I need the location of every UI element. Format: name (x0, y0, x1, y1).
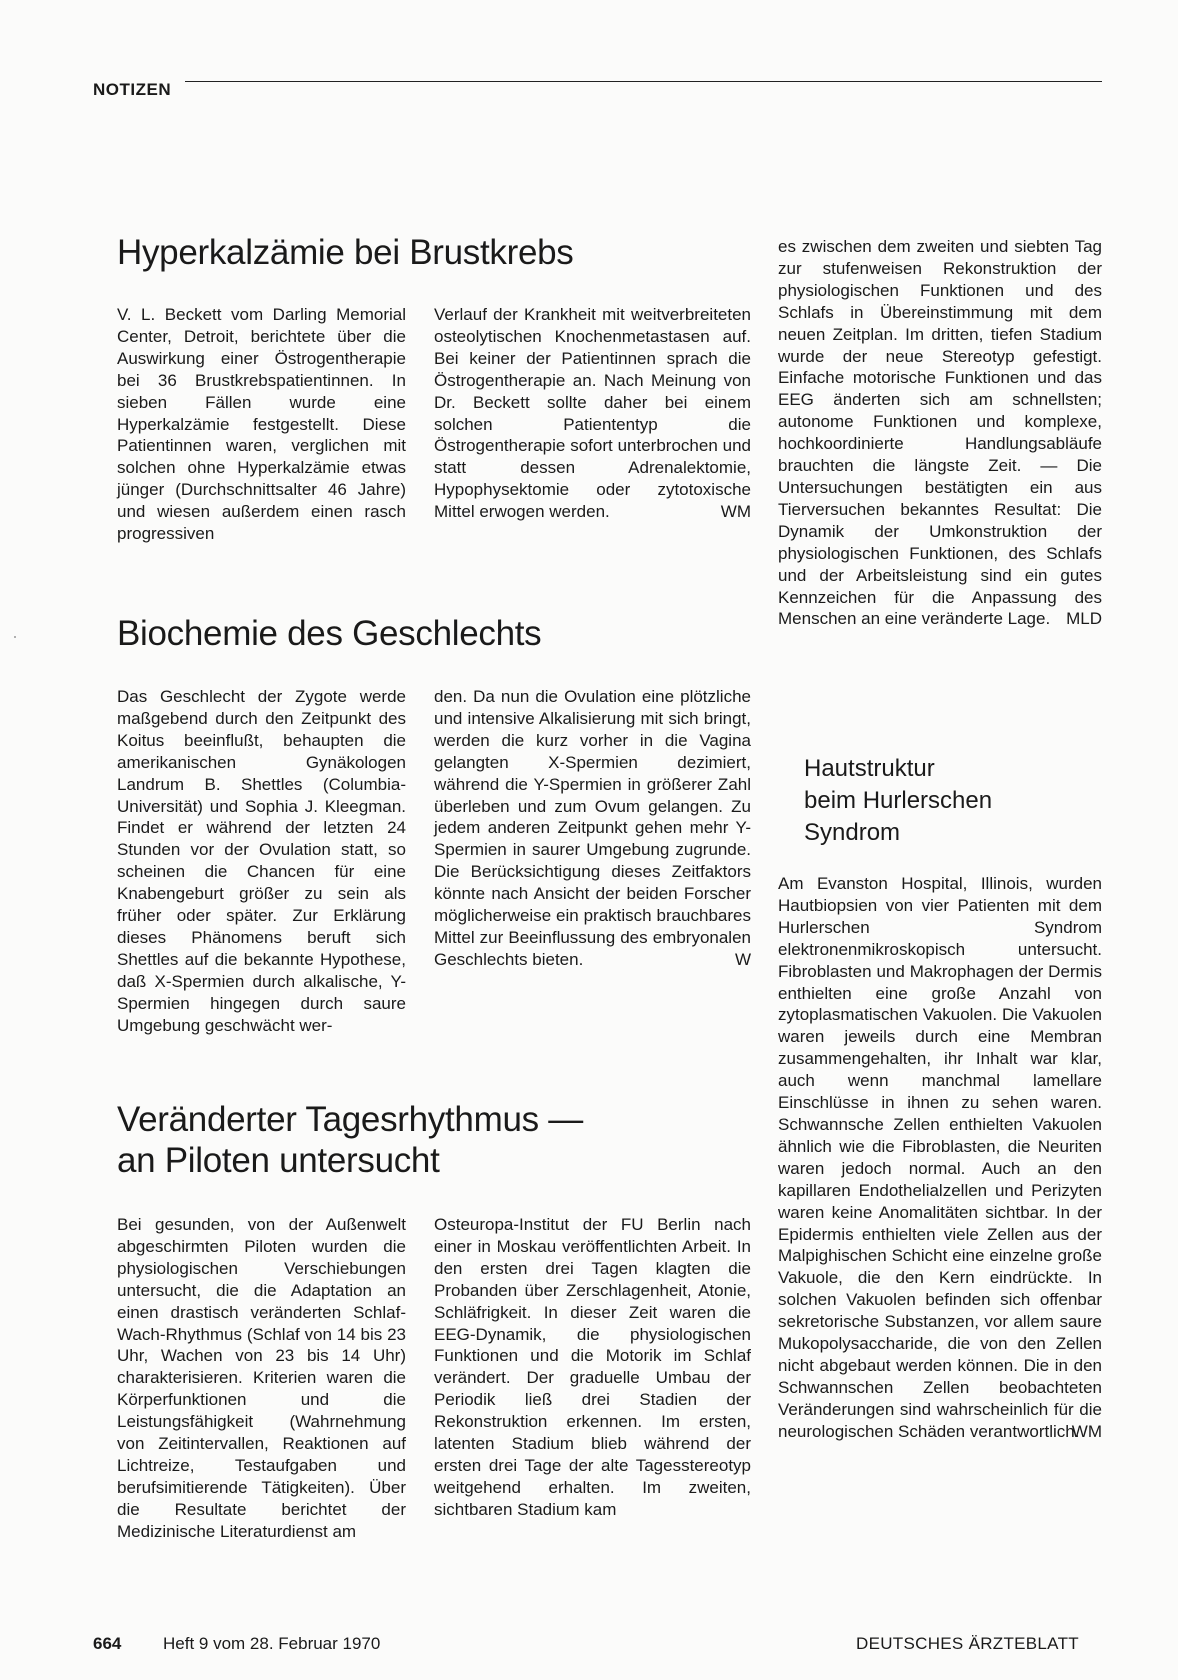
section-label: NOTIZEN (93, 80, 172, 99)
article-title-biochemie: Biochemie des Geschlechts (117, 614, 542, 653)
article-2-column-2 (434, 686, 751, 971)
article-1-signature: WM (720, 502, 751, 522)
article-3-text-2: Osteuropa-Institut der FU Berlin nach einer in Moskau veröffentlichten Arbeit. In den ersten drei Tagen klagten die Probanden über Zerschlagenheit, Atonie, Schläfrigkeit. In dieser Zeit waren die EEG-Dynamik, die physiologischen Funktionen und die Motorik im Schlaf verändert. Der graduelle Umbau der Periodik ließ drei Stadien der Rekonstruktion erkennen. Im ersten, latenten Stadium blieb während der ersten drei Tage der alte Tagesstereotyp weitgehend erhalten. Im zweiten, sichtbaren Stadium kam (434, 1215, 751, 1519)
article-2-column-1 (117, 686, 406, 1037)
article-3-text-3: es zwischen dem zweiten und siebten Tag zur stufenweisen Rekonstruktion der physiologischen Funktionen und des Schlafs in Übereinstimmung mit dem neuen Zeitplan. Im dritten, tiefen Stadium wurde der neue Stereotyp gefestigt. Einfache motorische Funktionen und das EEG änderten sich am schnellsten; autonome Funktionen und komplexe, hochkoordinierte Handlungsabläufe brauchten die längste Zeit. — Die Untersuchungen bestätigten ein aus Tierversuchen bekanntes Resultat: Die Dynamik der Umkonstruktion der physiologischen Funktionen, des Schlafs und der Arbeitsleistung sind ein gutes Kennzeichen für die Anpassung des Menschen an eine veränderte Lage. (778, 237, 1102, 629)
article-4-column (778, 873, 1102, 1443)
article-title-hautstruktur-line-2: beim Hurlerschen (804, 787, 993, 814)
article-title-hautstruktur-line-1: Hautstruktur (804, 755, 935, 782)
article-4-text: Am Evanston Hospital, Illinois, wurden Hautbiopsien von vier Patienten mit dem Hurlerschen Syndrom elektronenmikroskopisch untersucht. Fibroblasten und Makrophagen der Dermis enthielten eine große Anzahl von zytoplasmatischen Vakuolen. Die Vakuolen waren jeweils durch eine Membran zusammengehalten, ihr Inhalt war klar, auch wenn manchmal lamellare Einschlüsse in ihnen zu sehen waren. Schwannsche Zellen enthielten Vakuolen ähnlich wie die Fibroblasten, die Neuriten waren jedoch normal. Auch an den kapillaren Endothelialzellen und Perizyten waren keine Anomalitäten sichtbar. In der Epidermis enthielten viele Zellen aus der Malpighischen Schicht eine einzelne große Vakuole, die den Kern eindrückte. In solchen Vakuolen befinden sich offenbar sekretorische Substanzen, vor allem saure Mukopolysaccharide, die von den Zellen nicht abgebaut werden können. Die in den Schwannschen Zellen beobachteten Veränderungen sind wahrscheinlich für die neurologischen Schäden verantwortlich. (778, 874, 1102, 1441)
issue-info: Heft 9 vom 28. Februar 1970 (163, 1634, 381, 1653)
page-number: 664 (93, 1634, 122, 1653)
article-1-text-1: V. L. Beckett vom Darling Memorial Center, Detroit, berichtete über die Auswirkung einer Östrogentherapie bei 36 Brustkrebspatientinnen. In sieben Fällen wurde eine Hyperkalzämie festgestellt. Diese Patientinnen waren, verglichen mit solchen ohne Hyperkalzämie etwas jünger (Durchschnittsalter 46 Jahre) und wiesen außerdem einen rasch progressiven (117, 305, 406, 544)
article-1-column-2 (434, 304, 751, 523)
article-3-text-1: Bei gesunden, von der Außenwelt abgeschirmten Piloten wurden die physiologischen Verschiebungen untersucht, die die Adaptation an einen drastisch veränderten Schlaf-Wach-Rhythmus (Schlaf von 14 bis 23 Uhr, Wachen von 23 bis 14 Uhr) charakterisieren. Kriterien waren die Körperfunktionen und die Leistungsfähigkeit (Wahrnehmung von Zeitintervallen, Reaktionen auf Lichtreize, Testaufgaben und berufsimitierende Tätigkeiten). Über die Resultate berichtet der Medizinische Literaturdienst am (117, 1215, 406, 1541)
article-2-text-2: den. Da nun die Ovulation eine plötzliche und intensive Alkalisierung mit sich bringt, werden die kurz vorher in die Vagina gelangten X-Spermien dezimiert, während die Y-Spermien in größerer Zahl überleben und zum Ovum gelangen. Zu jedem anderen Zeitpunkt gehen mehr Y-Spermien in saurer Umgebung zugrunde. Die Berücksichtigung dieses Zeitfaktors könnte nach Ansicht der beiden Forscher möglicherweise ein praktisch brauchbares Mittel zur Beeinflussung des embryonalen Geschlechts bieten. (434, 687, 751, 969)
article-3-column-2 (434, 1214, 751, 1521)
article-title-tagesrhythmus-line-2: an Piloten untersucht (117, 1141, 440, 1180)
article-title-hyperkalzaemie: Hyperkalzämie bei Brustkrebs (117, 233, 574, 272)
article-3-column-1 (117, 1214, 406, 1543)
article-4-signature: WM (1071, 1421, 1102, 1441)
header-rule (185, 81, 1102, 82)
article-3-signature: MLD (1066, 609, 1102, 629)
article-2-text-1: Das Geschlecht der Zygote werde maßgebend durch den Zeitpunkt des Koitus beeinflußt, behaupten die amerikanischen Gynäkologen Landrum B. Shettles (Columbia-Universität) und Sophia J. Kleegman. Findet er während der letzten 24 Stunden vor der Ovulation statt, so scheinen die Chancen für eine Knabengeburt größer zu sein als früher oder später. Zur Erklärung dieses Phänomens beruft sich Shettles auf die bekannte Hypothese, daß X-Spermien durch alkalische, Y-Spermien hingegen durch saure Umgebung geschwächt wer- (117, 687, 406, 1035)
article-title-tagesrhythmus-line-1: Veränderter Tagesrhythmus — (117, 1100, 583, 1139)
article-1-text-2: Verlauf der Krankheit mit weitverbreiteten osteolytischen Knochenmetastasen auf. Bei keiner der Patientinnen sprach die Östrogentherapie an. Nach Meinung von Dr. Beckett sollte daher bei einem solchen Patiententyp die Östrogentherapie sofort unterbrochen und statt dessen Adrenalektomie, Hypophysektomie oder zytotoxische Mittel erwogen werden. (434, 305, 751, 522)
article-2-signature: W (734, 949, 751, 969)
journal-name: DEUTSCHES ÄRZTEBLATT (856, 1634, 1079, 1653)
article-3-column-3 (778, 236, 1102, 630)
scan-speck (14, 636, 16, 638)
article-title-hautstruktur-line-3: Syndrom (804, 819, 901, 846)
article-1-column-1 (117, 304, 406, 545)
